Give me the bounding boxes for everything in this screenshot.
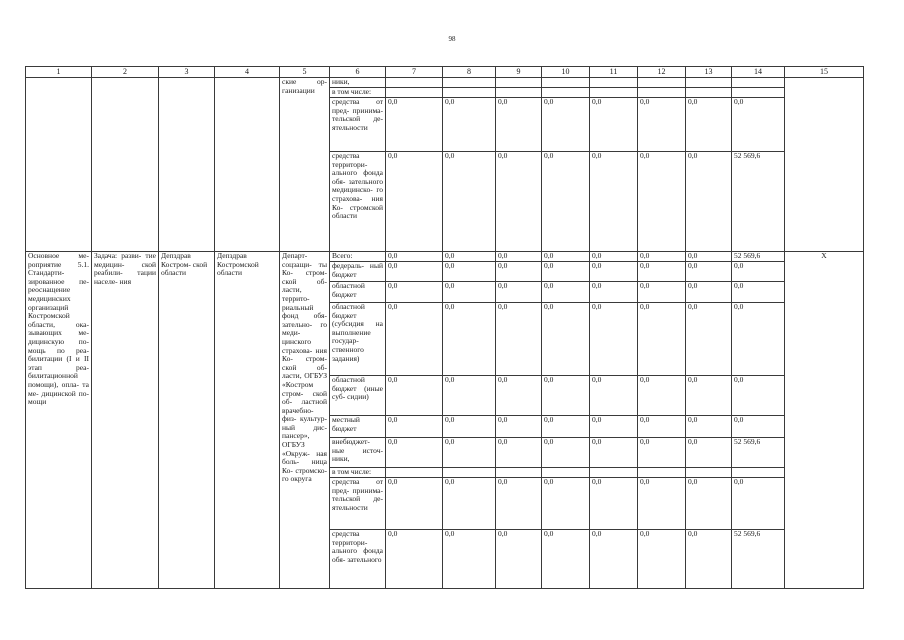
value-cell: [386, 468, 443, 478]
value-cell: 0,0: [386, 282, 443, 303]
value-cell: 0,0: [443, 303, 496, 376]
value-cell: [638, 468, 686, 478]
value-cell: 0,0: [542, 376, 590, 416]
value-cell: 0,0: [443, 478, 496, 530]
value-cell: [496, 88, 542, 98]
table-row: [26, 252, 864, 262]
value-cell: 52 569,6: [732, 252, 785, 262]
value-cell: 0,0: [638, 478, 686, 530]
value-cell: 0,0: [638, 98, 686, 152]
value-cell: 0,0: [590, 252, 638, 262]
header-cell: 8: [443, 67, 496, 78]
value-cell: 0,0: [443, 152, 496, 252]
value-cell: 0,0: [496, 262, 542, 282]
header-cell: 13: [686, 67, 732, 78]
source-label: средства от пред- принима- тельской де- ятельности: [330, 98, 386, 152]
source-label: в том числе:: [330, 88, 386, 98]
value-cell: 0,0: [386, 438, 443, 468]
value-cell: [542, 88, 590, 98]
value-cell: 0,0: [638, 416, 686, 438]
value-cell: 0,0: [496, 478, 542, 530]
value-cell: 0,0: [686, 152, 732, 252]
value-cell: 0,0: [542, 438, 590, 468]
upper-section: [26, 78, 864, 252]
value-cell: [386, 88, 443, 98]
value-cell: 0,0: [542, 478, 590, 530]
value-cell: 0,0: [732, 262, 785, 282]
value-cell: 0,0: [386, 478, 443, 530]
value-cell: 0,0: [686, 416, 732, 438]
value-cell: [686, 468, 732, 478]
value-cell: [443, 468, 496, 478]
value-cell: 0,0: [590, 98, 638, 152]
value-cell: 0,0: [443, 262, 496, 282]
value-cell: 0,0: [686, 303, 732, 376]
activity-cell: [26, 78, 92, 252]
header-row: [26, 67, 864, 78]
value-cell: 0,0: [590, 376, 638, 416]
value-cell: 0,0: [542, 262, 590, 282]
value-cell: [686, 78, 732, 88]
header-cell: 10: [542, 67, 590, 78]
value-cell: 0,0: [443, 252, 496, 262]
header-cell: 14: [732, 67, 785, 78]
value-cell: 0,0: [496, 252, 542, 262]
value-cell: 0,0: [443, 98, 496, 152]
value-cell: 0,0: [496, 376, 542, 416]
value-cell: 52 569,6: [732, 530, 785, 589]
value-cell: [732, 468, 785, 478]
header-cell: 1: [26, 67, 92, 78]
value-cell: 52 569,6: [732, 152, 785, 252]
value-cell: 0,0: [686, 530, 732, 589]
value-cell: 0,0: [638, 376, 686, 416]
value-cell: 0,0: [590, 282, 638, 303]
source-label: внебюджет- ные источ- ники,: [330, 438, 386, 468]
value-cell: 0,0: [386, 416, 443, 438]
value-cell: [732, 78, 785, 88]
value-cell: 0,0: [386, 303, 443, 376]
activity-cell: Основное ме- роприятие 5.1. Стандарти- зированное пе- реоснащение медицинских организаций Костромской области, ока- зывающих ме- дицинскую по- мощь по реа- билитации (I и II этап реа- билитационной помощи), опла- та ме- дицинской по- мощи: [26, 252, 92, 589]
value-cell: 0,0: [496, 282, 542, 303]
value-cell: 0,0: [443, 282, 496, 303]
task-cell: [92, 78, 159, 252]
value-cell: 0,0: [386, 530, 443, 589]
value-cell: 0,0: [496, 416, 542, 438]
header-cell: 4: [215, 67, 280, 78]
header-cell: 9: [496, 67, 542, 78]
value-cell: 0,0: [542, 152, 590, 252]
header-cell: 15: [785, 67, 864, 78]
value-cell: [590, 78, 638, 88]
source-label: ники,: [330, 78, 386, 88]
value-cell: 0,0: [496, 98, 542, 152]
value-cell: 0,0: [638, 438, 686, 468]
value-cell: 0,0: [590, 303, 638, 376]
value-cell: 0,0: [542, 252, 590, 262]
value-cell: [496, 78, 542, 88]
value-cell: 0,0: [638, 262, 686, 282]
value-cell: [542, 468, 590, 478]
coordinator-cell: [159, 78, 215, 252]
header-cell: 2: [92, 67, 159, 78]
value-cell: 0,0: [590, 530, 638, 589]
value-cell: 0,0: [496, 530, 542, 589]
source-label: областной бюджет (субсидия на выполнение государ- ственного задания): [330, 303, 386, 376]
value-cell: 0,0: [732, 98, 785, 152]
executor-cell: ские ор- ганизации: [280, 78, 330, 252]
header-cell: 11: [590, 67, 638, 78]
value-cell: [590, 88, 638, 98]
main-section: [26, 252, 864, 589]
value-cell: 0,0: [732, 478, 785, 530]
value-cell: 0,0: [443, 438, 496, 468]
value-cell: 0,0: [542, 416, 590, 438]
responsible-cell: [215, 78, 280, 252]
value-cell: 0,0: [686, 282, 732, 303]
value-cell: 0,0: [386, 252, 443, 262]
value-cell: 0,0: [590, 152, 638, 252]
value-cell: 0,0: [542, 282, 590, 303]
responsible-cell: Депздрав Костромской области: [215, 252, 280, 589]
value-cell: 0,0: [590, 438, 638, 468]
value-cell: 0,0: [443, 376, 496, 416]
value-cell: 0,0: [686, 252, 732, 262]
value-cell: 0,0: [386, 376, 443, 416]
value-cell: 0,0: [496, 152, 542, 252]
value-cell: [443, 88, 496, 98]
value-cell: 0,0: [686, 376, 732, 416]
header-cell: 6: [330, 67, 386, 78]
value-cell: 0,0: [686, 98, 732, 152]
header-cell: 12: [638, 67, 686, 78]
value-cell: [638, 78, 686, 88]
value-cell: 0,0: [386, 98, 443, 152]
source-label: средства территори- ального фонда обя- зательного медицинско- го страхова- ния Ко- стромской области: [330, 152, 386, 252]
value-cell: [686, 88, 732, 98]
value-cell: 0,0: [443, 530, 496, 589]
value-cell: 0,0: [732, 376, 785, 416]
source-label: Всего:: [330, 252, 386, 262]
value-cell: 0,0: [638, 530, 686, 589]
result-marker: X: [785, 252, 864, 589]
source-label: средства территори- ального фонда обя- зательного: [330, 530, 386, 589]
value-cell: 0,0: [542, 530, 590, 589]
coordinator-cell: Депздрав Костром- ской области: [159, 252, 215, 589]
value-cell: 0,0: [386, 262, 443, 282]
value-cell: [386, 78, 443, 88]
budget-table: [25, 66, 864, 589]
value-cell: 0,0: [590, 262, 638, 282]
header-cell: 3: [159, 67, 215, 78]
source-label: в том числе:: [330, 468, 386, 478]
value-cell: 0,0: [542, 303, 590, 376]
header-cell: 7: [386, 67, 443, 78]
source-label: средства от пред- принима- тельской де- ятельности: [330, 478, 386, 530]
value-cell: 0,0: [686, 262, 732, 282]
source-label: областной бюджет (иные суб- сидии): [330, 376, 386, 416]
task-cell: Задача: разви- тие медицин- ской реабили- тации населе- ния: [92, 252, 159, 589]
source-label: федераль- ный бюджет: [330, 262, 386, 282]
value-cell: 0,0: [732, 416, 785, 438]
result-cell: [785, 78, 864, 252]
value-cell: 0,0: [542, 98, 590, 152]
value-cell: [496, 468, 542, 478]
value-cell: 0,0: [732, 282, 785, 303]
value-cell: 0,0: [638, 303, 686, 376]
value-cell: [443, 78, 496, 88]
value-cell: [590, 468, 638, 478]
value-cell: 0,0: [638, 152, 686, 252]
header-cell: 5: [280, 67, 330, 78]
value-cell: 0,0: [638, 282, 686, 303]
source-label: местный бюджет: [330, 416, 386, 438]
value-cell: 0,0: [686, 438, 732, 468]
value-cell: [542, 78, 590, 88]
value-cell: 0,0: [590, 416, 638, 438]
value-cell: 0,0: [443, 416, 496, 438]
value-cell: [638, 88, 686, 98]
value-cell: 0,0: [686, 478, 732, 530]
value-cell: 0,0: [386, 152, 443, 252]
source-label: областной бюджет: [330, 282, 386, 303]
value-cell: 0,0: [590, 478, 638, 530]
value-cell: 0,0: [638, 252, 686, 262]
executor-cell: Департ- соцзащи- ты Ко- стром- ской об- ласти, террито- риальный фонд обя- зательно- го меди- цинского страхова- ния Ко- стром- ской об- ласти, ОГБУЗ «Костром стром- ской об- ластной врачебно- физ- культур- ный дис- пансер», ОГБУЗ «Окруж- ная боль- ница Ко- стромско- го округа: [280, 252, 330, 589]
page-number: 98: [448, 35, 456, 43]
value-cell: 0,0: [732, 303, 785, 376]
value-cell: 0,0: [496, 438, 542, 468]
value-cell: [732, 88, 785, 98]
table-row: [26, 78, 864, 88]
value-cell: 52 569,6: [732, 438, 785, 468]
value-cell: 0,0: [496, 303, 542, 376]
